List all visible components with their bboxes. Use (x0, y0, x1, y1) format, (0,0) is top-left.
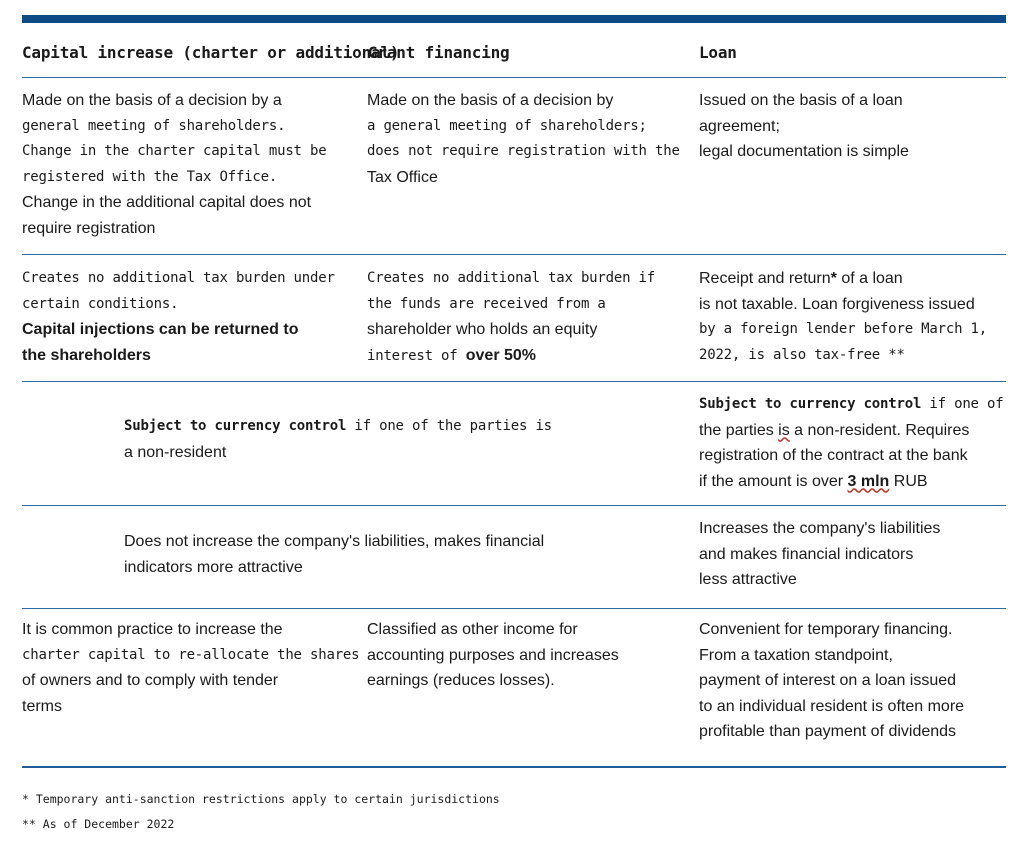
text-line: Made on the basis of a decision by (367, 92, 614, 109)
text-fragment: a non-resident. Requires (789, 421, 970, 439)
text-line: registered with the Tax Office. (22, 168, 278, 185)
text-line: earnings (reduces losses). (367, 672, 555, 689)
row2-grant-financing (367, 266, 655, 369)
text-line: a general meeting of shareholders; (367, 117, 647, 134)
text-fragment: if one of (921, 396, 1004, 412)
text-line: Classified as other income for (367, 621, 578, 638)
text-line: certain conditions. (22, 295, 179, 312)
text-line: Creates no additional tax burden under (22, 270, 335, 286)
text-line: the funds are received from a (367, 295, 606, 312)
text-fragment: of a loan (836, 270, 903, 287)
text-fragment: interest of (367, 347, 466, 364)
divider-1 (22, 77, 1006, 78)
text-line: Change in the additional capital does not (22, 194, 312, 211)
text-line: of owners and to comply with tender (22, 672, 279, 689)
text-line: profitable than payment of dividends (699, 723, 957, 740)
row4-liabilities-loan (699, 516, 940, 593)
footnote-mark: * (830, 270, 837, 287)
text-line: It is common practice to increase the (22, 621, 283, 638)
text-line: is not taxable. Loan forgiveness issued (699, 295, 975, 313)
footnote-1: * Temporary anti-sanction restrictions apply to certain jurisdictions (22, 792, 500, 806)
text-line: the shareholders (22, 346, 151, 364)
text-line: Creates no additional tax burden if (367, 270, 656, 286)
divider-5 (22, 608, 1006, 609)
header-capital-increase: Capital increase (charter or additional) (22, 43, 400, 62)
footnote-mark: ** (880, 346, 905, 363)
divider-4 (22, 505, 1006, 506)
text-line: Capital injections can be returned to (22, 321, 299, 338)
text-line: Issued on the basis of a loan (699, 92, 903, 109)
text-fragment: Receipt and return (699, 270, 831, 287)
text-line: does not require registration with the (367, 143, 680, 159)
row3-currency-control-shared (124, 414, 552, 465)
text-fragment: if the amount is over (699, 472, 848, 490)
text-line: Made on the basis of a decision by a (22, 92, 282, 109)
text-fragment-bold: over 50% (465, 346, 537, 364)
text-line: Convenient for temporary financing. (699, 621, 953, 638)
text-line: Tax Office (367, 168, 438, 186)
text-line: legal documentation is simple (699, 143, 909, 160)
row2-capital-increase (22, 266, 335, 368)
text-fragment-bold: Subject to currency control (699, 396, 922, 412)
bottom-rule (22, 766, 1006, 768)
row2-loan (699, 266, 987, 368)
row5-capital-increase (22, 617, 359, 719)
row4-liabilities-shared (124, 529, 544, 580)
text-line: accounting purposes and increases (367, 646, 619, 664)
text-line: agreement; (699, 117, 780, 135)
text-line: terms (22, 697, 62, 715)
row1-grant-financing (367, 88, 680, 190)
text-line: From a taxation standpoint, (699, 646, 893, 664)
text-fragment-bold: 3 mln (847, 472, 890, 490)
text-line: by a foreign lender before March 1, (699, 321, 988, 337)
top-rule (22, 15, 1006, 23)
text-line: general meeting of shareholders. (22, 117, 286, 134)
text-line: Increases the company's liabilities (699, 520, 941, 537)
text-line: less attractive (699, 571, 797, 588)
text-line: require registration (22, 219, 156, 237)
text-fragment: if one of the parties is (346, 418, 552, 434)
text-fragment: RUB (889, 472, 928, 490)
footnote-2: ** As of December 2022 (22, 817, 175, 831)
divider-2 (22, 254, 1006, 255)
text-line: a non-resident (124, 443, 227, 461)
divider-3 (22, 381, 1006, 382)
text-fragment: 2022, is also tax-free (699, 346, 881, 363)
row5-grant-financing (367, 617, 619, 694)
text-fragment: is (778, 421, 790, 439)
text-line: and makes financial indicators (699, 545, 914, 563)
header-loan: Loan (699, 43, 737, 62)
row3-currency-control-loan (699, 392, 1003, 494)
text-line: registration of the contract at the bank (699, 447, 968, 464)
text-line: Does not increase the company's liabilities, makes financial (124, 533, 545, 550)
text-line: charter capital to re-allocate the shares (22, 646, 360, 663)
text-line: Change in the charter capital must be (22, 143, 327, 159)
text-line: to an individual resident is often more (699, 697, 965, 715)
header-grant-financing: Grant financing (368, 43, 510, 62)
row5-loan (699, 617, 964, 745)
text-fragment: the parties (699, 421, 779, 439)
text-line: shareholder who holds an equity (367, 321, 598, 338)
text-line: indicators more attractive (124, 558, 303, 576)
row1-loan (699, 88, 909, 165)
text-line: payment of interest on a loan issued (699, 672, 957, 689)
row1-capital-increase (22, 88, 326, 241)
text-fragment-bold: Subject to currency control (124, 418, 347, 434)
